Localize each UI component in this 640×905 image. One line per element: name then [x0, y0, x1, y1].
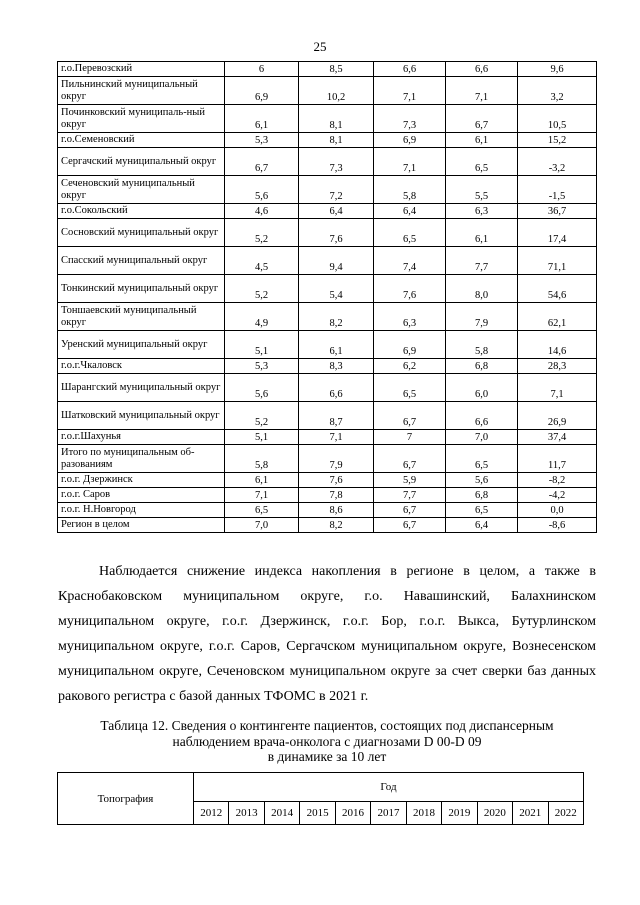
year-cell: 2016	[335, 801, 370, 824]
territory-name-cell: г.о.Семеновский	[58, 133, 225, 148]
territory-name-cell: г.о.г.Чкаловск	[58, 359, 225, 374]
table-row	[58, 430, 597, 445]
territory-name-cell: г.о.Перевозский	[58, 62, 225, 77]
value-cell: 6,8	[446, 359, 518, 374]
territory-name-cell: г.о.г.Шахунья	[58, 430, 225, 445]
value-cell: 6,7	[225, 148, 299, 176]
table-row	[58, 518, 597, 533]
value-cell: 7,1	[374, 148, 446, 176]
value-cell: 6,4	[299, 204, 374, 219]
territory-name-cell: Спасский муниципальный округ	[58, 247, 225, 275]
value-cell: 7,2	[299, 176, 374, 204]
value-cell: 5,2	[225, 219, 299, 247]
year-cell: 2014	[264, 801, 299, 824]
value-cell: 6,6	[374, 62, 446, 77]
value-cell: 9,6	[518, 62, 597, 77]
value-cell: 6,7	[374, 503, 446, 518]
territory-name-cell: Итого по муниципальным об-разованиям	[58, 445, 225, 473]
value-cell: 7,6	[299, 219, 374, 247]
value-cell: 8,7	[299, 402, 374, 430]
table-row	[58, 105, 597, 133]
year-cell: 2015	[300, 801, 335, 824]
value-cell: 5,8	[225, 445, 299, 473]
table-row	[58, 62, 597, 77]
value-cell: 6,1	[446, 133, 518, 148]
caption-line-2: наблюдением врача-онколога с диагнозами D 00-D 09	[172, 733, 482, 749]
value-cell: 8,2	[299, 303, 374, 331]
territory-name-cell: Тонкинский муниципальный округ	[58, 275, 225, 303]
value-cell: 3,2	[518, 77, 597, 105]
value-cell: 6,3	[374, 303, 446, 331]
territory-name-cell: Регион в целом	[58, 518, 225, 533]
value-cell: 6,5	[225, 503, 299, 518]
value-cell: 62,1	[518, 303, 597, 331]
value-cell: 6,2	[374, 359, 446, 374]
year-cell: 2018	[406, 801, 441, 824]
value-cell: 6,5	[374, 374, 446, 402]
territory-name-cell: Сосновский муниципальный округ	[58, 219, 225, 247]
value-cell: 5,3	[225, 133, 299, 148]
value-cell: 8,0	[446, 275, 518, 303]
year-table-header-row	[58, 773, 584, 802]
table-row	[58, 204, 597, 219]
value-cell: 6,1	[225, 473, 299, 488]
value-cell: 6,5	[374, 219, 446, 247]
caption-line-1: Таблица 12. Сведения о контингенте пациентов, состоящих под диспансерным	[100, 718, 554, 733]
value-cell: 17,4	[518, 219, 597, 247]
value-cell: 5,2	[225, 402, 299, 430]
indicator-table-body	[58, 62, 597, 533]
value-cell: 6,6	[299, 374, 374, 402]
territory-name-cell: г.о.г. Саров	[58, 488, 225, 503]
table-row	[58, 503, 597, 518]
territory-name-cell: Шатковский муниципальный округ	[58, 402, 225, 430]
value-cell: 8,5	[299, 62, 374, 77]
value-cell: 8,2	[299, 518, 374, 533]
table-row	[58, 148, 597, 176]
value-cell: 8,1	[299, 133, 374, 148]
value-cell: 6,5	[446, 503, 518, 518]
value-cell: 5,8	[374, 176, 446, 204]
value-cell: 0,0	[518, 503, 597, 518]
value-cell: 4,5	[225, 247, 299, 275]
value-cell: 7,8	[299, 488, 374, 503]
value-cell: 6,7	[446, 105, 518, 133]
value-cell: 5,4	[299, 275, 374, 303]
value-cell: 5,6	[446, 473, 518, 488]
caption-line-3: в динамике за 10 лет	[267, 749, 387, 764]
territory-name-cell: Сеченовский муниципальный округ	[58, 176, 225, 204]
value-cell: 37,4	[518, 430, 597, 445]
value-cell: 7,1	[374, 77, 446, 105]
value-cell: 6,8	[446, 488, 518, 503]
year-cell: 2019	[442, 801, 477, 824]
value-cell: 6,6	[446, 402, 518, 430]
value-cell: -4,2	[518, 488, 597, 503]
year-group-header: Год	[194, 773, 584, 802]
value-cell: 4,6	[225, 204, 299, 219]
value-cell: 6,6	[446, 62, 518, 77]
page-number: 25	[313, 39, 327, 54]
value-cell: -8,2	[518, 473, 597, 488]
value-cell: 5,5	[446, 176, 518, 204]
value-cell: 7	[374, 430, 446, 445]
value-cell: 28,3	[518, 359, 597, 374]
table-row	[58, 77, 597, 105]
territory-name-cell: г.о.г. Дзержинск	[58, 473, 225, 488]
table-row	[58, 374, 597, 402]
value-cell: 15,2	[518, 133, 597, 148]
value-cell: 7,1	[299, 430, 374, 445]
table-row	[58, 275, 597, 303]
value-cell: 7,3	[374, 105, 446, 133]
value-cell: 71,1	[518, 247, 597, 275]
value-cell: 6,0	[446, 374, 518, 402]
value-cell: 7,4	[374, 247, 446, 275]
value-cell: -1,5	[518, 176, 597, 204]
year-cell: 2017	[371, 801, 406, 824]
value-cell: 7,7	[446, 247, 518, 275]
value-cell: 26,9	[518, 402, 597, 430]
value-cell: 6,3	[446, 204, 518, 219]
value-cell: 6,9	[225, 77, 299, 105]
territory-name-cell: г.о.г. Н.Новгород	[58, 503, 225, 518]
table-row	[58, 402, 597, 430]
territory-name-cell: Сергачский муниципальный округ	[58, 148, 225, 176]
value-cell: 54,6	[518, 275, 597, 303]
value-cell: 5,1	[225, 331, 299, 359]
value-cell: 7,1	[225, 488, 299, 503]
year-cell: 2012	[194, 801, 229, 824]
year-cell: 2022	[548, 801, 583, 824]
value-cell: 5,8	[446, 331, 518, 359]
contingent-table-header	[57, 772, 584, 825]
value-cell: 8,3	[299, 359, 374, 374]
value-cell: 7,3	[299, 148, 374, 176]
table-caption	[58, 718, 596, 765]
table-row	[58, 303, 597, 331]
indicator-table	[57, 61, 597, 533]
table-row	[58, 331, 597, 359]
value-cell: 6,5	[446, 445, 518, 473]
value-cell: 5,9	[374, 473, 446, 488]
table-row	[58, 133, 597, 148]
value-cell: 14,6	[518, 331, 597, 359]
value-cell: 6,9	[374, 133, 446, 148]
value-cell: 8,6	[299, 503, 374, 518]
table-row	[58, 445, 597, 473]
table-row	[58, 359, 597, 374]
body-paragraph: Наблюдается снижение индекса накопления в регионе в целом, а также в Краснобаковском муниципальном округе, г.о. Навашинский, Балахнинском муниципальном округе, г.о.г. Дзержинск, г.о.г. Бор, г.о.г. Выкса, Бутурлинском муниципальном округе, г.о.г. Саров, Сергачском муниципальном округе, Вознесенском муниципальном округе, Сеченовском муниципальном округе за счет сверки баз данных ракового регистра с базой данных ТФОМС в 2021 г.	[58, 564, 596, 704]
value-cell: 10,5	[518, 105, 597, 133]
value-cell: 5,2	[225, 275, 299, 303]
value-cell: 6,7	[374, 402, 446, 430]
value-cell: -8,6	[518, 518, 597, 533]
value-cell: 6,9	[374, 331, 446, 359]
value-cell: 10,2	[299, 77, 374, 105]
value-cell: 5,1	[225, 430, 299, 445]
value-cell: 8,1	[299, 105, 374, 133]
value-cell: 7,7	[374, 488, 446, 503]
value-cell: 9,4	[299, 247, 374, 275]
table-row	[58, 219, 597, 247]
value-cell: 6,4	[446, 518, 518, 533]
territory-name-cell: Пильнинский муниципальный округ	[58, 77, 225, 105]
table-row	[58, 488, 597, 503]
value-cell: 6,5	[446, 148, 518, 176]
value-cell: 4,9	[225, 303, 299, 331]
value-cell: 36,7	[518, 204, 597, 219]
value-cell: 7,6	[374, 275, 446, 303]
table-row	[58, 473, 597, 488]
territory-name-cell: Шарангский муниципальный округ	[58, 374, 225, 402]
value-cell: 7,0	[225, 518, 299, 533]
value-cell: 6,7	[374, 518, 446, 533]
value-cell: 6,1	[446, 219, 518, 247]
value-cell: 7,1	[518, 374, 597, 402]
value-cell: 11,7	[518, 445, 597, 473]
value-cell: 6,4	[374, 204, 446, 219]
year-cell: 2021	[513, 801, 548, 824]
year-cell: 2020	[477, 801, 512, 824]
territory-name-cell: Тоншаевский муниципальный округ	[58, 303, 225, 331]
table-row	[58, 176, 597, 204]
value-cell: 6,1	[299, 331, 374, 359]
territory-name-cell: Починковский муниципаль-ный округ	[58, 105, 225, 133]
year-cell: 2013	[229, 801, 264, 824]
value-cell: 7,1	[446, 77, 518, 105]
table-row	[58, 247, 597, 275]
value-cell: 6,7	[374, 445, 446, 473]
territory-name-cell: Уренский муниципальный округ	[58, 331, 225, 359]
value-cell: 5,6	[225, 176, 299, 204]
value-cell: 6,1	[225, 105, 299, 133]
value-cell: -3,2	[518, 148, 597, 176]
value-cell: 5,6	[225, 374, 299, 402]
value-cell: 7,6	[299, 473, 374, 488]
value-cell: 6	[225, 62, 299, 77]
topography-header: Топография	[58, 773, 194, 825]
value-cell: 7,0	[446, 430, 518, 445]
value-cell: 7,9	[446, 303, 518, 331]
value-cell: 7,9	[299, 445, 374, 473]
territory-name-cell: г.о.Сокольский	[58, 204, 225, 219]
value-cell: 5,3	[225, 359, 299, 374]
